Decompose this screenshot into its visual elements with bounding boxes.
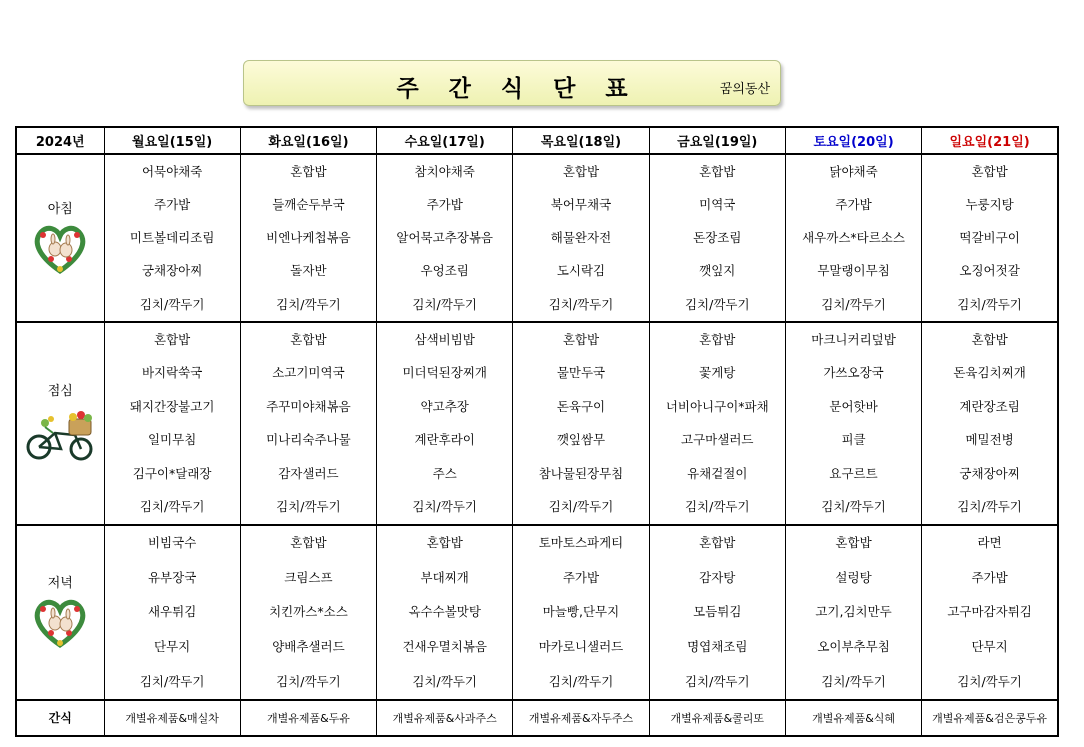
menu-item: 김치/깍두기	[821, 673, 886, 689]
snack-cell: 개별유제품&식혜	[785, 700, 921, 736]
menu-item: 치킨까스*소스	[269, 604, 348, 620]
snack-cell: 개별유제품&콜리또	[649, 700, 785, 736]
menu-item: 주가밥	[426, 196, 463, 212]
snack-cell: 개별유제품&두유	[240, 700, 376, 736]
menu-item: 오징어젓갈	[959, 263, 1020, 279]
day-header-thu: 목요일(18일)	[513, 127, 649, 154]
menu-item: 들깨순두부국	[272, 196, 345, 212]
menu-item: 알어묵고추장볶음	[396, 230, 493, 246]
menu-item: 혼합밥	[290, 163, 327, 179]
year-header: 2024년	[16, 127, 104, 154]
page-subtitle: 꿈의동산	[719, 82, 770, 97]
day-header-fri: 금요일(19일)	[649, 127, 785, 154]
menu-item: 주가밥	[154, 196, 191, 212]
menu-cell	[104, 154, 240, 322]
menu-item: 혼합밥	[290, 534, 327, 550]
day-header-sun: 일요일(21일)	[922, 127, 1058, 154]
menu-item: 라면	[977, 534, 1002, 550]
meal-label-cell	[16, 322, 104, 524]
menu-cell	[649, 154, 785, 322]
menu-item: 주가밥	[971, 569, 1008, 585]
menu-cell	[513, 154, 649, 322]
menu-item: 김치/깍두기	[821, 296, 886, 312]
menu-item: 혼합밥	[699, 534, 736, 550]
meal-row	[16, 154, 1058, 322]
menu-item: 해물완자전	[550, 230, 612, 246]
title-box	[243, 60, 781, 106]
snack-label: 간식	[16, 700, 104, 736]
menu-item: 새우튀김	[147, 604, 197, 620]
menu-cell	[922, 322, 1058, 524]
menu-item: 양배추샐러드	[272, 638, 345, 654]
menu-item: 모듬튀김	[693, 604, 742, 620]
menu-item: 혼합밥	[699, 331, 736, 347]
menu-item: 메밀전병	[965, 432, 1014, 448]
menu-item: 닭야채죽	[829, 163, 878, 179]
menu-item: 일미무침	[147, 432, 197, 448]
menu-item: 문어핫바	[829, 398, 878, 414]
meal-label-cell	[16, 525, 104, 700]
menu-item: 참치야채죽	[414, 163, 475, 179]
menu-item: 약고추장	[420, 398, 469, 414]
menu-item: 부대찌개	[420, 569, 469, 585]
menu-cell	[377, 154, 513, 322]
snack-cell: 개별유제품&자두주스	[513, 700, 649, 736]
menu-item: 고구마감자튀김	[947, 604, 1032, 620]
menu-cell	[104, 525, 240, 700]
menu-item: 깻잎지	[699, 263, 736, 279]
menu-item: 김치/깍두기	[139, 296, 205, 312]
menu-item: 도시락김	[556, 263, 606, 279]
menu-item: 고구마샐러드	[681, 432, 754, 448]
menu-item: 유채겉절이	[687, 465, 748, 481]
menu-item: 꽃게탕	[699, 365, 736, 381]
menu-item: 혼합밥	[426, 534, 463, 550]
menu-item: 김치/깍두기	[957, 673, 1022, 689]
menu-item: 주가밥	[562, 569, 600, 585]
menu-item: 김치/깍두기	[957, 296, 1022, 312]
menu-item: 김치/깍두기	[139, 498, 205, 514]
menu-item: 돌자반	[290, 263, 327, 279]
menu-item: 궁채장아찌	[959, 465, 1020, 481]
menu-item: 새우까스*타르소스	[802, 230, 905, 246]
menu-item: 크림스프	[284, 569, 333, 585]
menu-item: 돼지간장불고기	[129, 398, 215, 414]
menu-item: 설렁탕	[835, 569, 872, 585]
menu-item: 혼합밥	[562, 331, 600, 347]
menu-item: 김치/깍두기	[548, 673, 614, 689]
day-header-wed: 수요일(17일)	[377, 127, 513, 154]
snack-cell: 개별유제품&검은콩두유	[922, 700, 1058, 736]
menu-cell	[785, 322, 921, 524]
meal-label-cell	[16, 154, 104, 322]
menu-item: 누룽지탕	[965, 196, 1014, 212]
menu-item: 단무지	[154, 638, 191, 654]
menu-cell	[240, 322, 376, 524]
menu-item: 김치/깍두기	[276, 673, 341, 689]
menu-item: 돈육김치찌개	[953, 365, 1026, 381]
menu-item: 김치/깍두기	[412, 296, 477, 312]
menu-item: 돈장조림	[693, 230, 742, 246]
snack-cell: 개별유제품&사과주스	[377, 700, 513, 736]
menu-cell	[649, 525, 785, 700]
menu-item: 오이부추무침	[817, 638, 890, 654]
menu-item: 김치/깍두기	[684, 498, 750, 514]
menu-item: 감자샐러드	[278, 465, 339, 481]
meal-row	[16, 525, 1058, 700]
menu-item: 깻잎쌈무	[556, 432, 606, 448]
menu-cell	[377, 322, 513, 524]
menu-item: 미나리숙주나물	[266, 432, 351, 448]
menu-item: 김치/깍두기	[821, 498, 886, 514]
menu-item: 김치/깍두기	[684, 296, 750, 312]
menu-item: 단무지	[971, 638, 1008, 654]
menu-item: 혼합밥	[971, 163, 1008, 179]
menu-item: 마늘빵,단무지	[542, 604, 620, 620]
menu-item: 김치/깍두기	[412, 498, 477, 514]
menu-item: 비빔국수	[147, 534, 197, 550]
menu-item: 마카로니샐러드	[538, 638, 624, 654]
menu-item: 김치/깍두기	[412, 673, 477, 689]
menu-cell	[377, 525, 513, 700]
snack-cell: 개별유제품&매실차	[104, 700, 240, 736]
menu-item: 계란후라이	[414, 432, 475, 448]
menu-item: 궁채장아찌	[141, 263, 203, 279]
menu-item: 김구이*달래장	[132, 465, 212, 481]
menu-item: 김치/깍두기	[684, 673, 750, 689]
menu-item: 김치/깍두기	[548, 498, 614, 514]
menu-cell	[513, 322, 649, 524]
menu-item: 미더덕된장찌개	[402, 365, 487, 381]
page-title: 주간식단표	[396, 76, 658, 102]
menu-cell	[240, 154, 376, 322]
menu-item: 계란장조림	[959, 398, 1020, 414]
menu-item: 김치/깍두기	[139, 673, 205, 689]
menu-item: 고기,김치만두	[815, 604, 892, 620]
menu-item: 감자탕	[699, 569, 736, 585]
meal-label: 저녁	[47, 575, 73, 591]
menu-cell	[240, 525, 376, 700]
menu-item: 주가밥	[835, 196, 872, 212]
day-header-tue: 화요일(16일)	[240, 127, 376, 154]
menu-item: 건새우멸치볶음	[402, 638, 487, 654]
rabbit-wreath-icon	[17, 223, 104, 279]
menu-item: 요구르트	[829, 465, 878, 481]
header-row	[16, 127, 1058, 154]
snack-row	[16, 700, 1058, 736]
menu-item: 김치/깍두기	[957, 498, 1022, 514]
day-header-sat: 토요일(20일)	[785, 127, 921, 154]
menu-item: 비엔나케첩볶음	[266, 230, 351, 246]
menu-cell	[785, 154, 921, 322]
menu-item: 마크니커리덮밥	[811, 331, 896, 347]
menu-item: 삼색비빔밥	[414, 331, 475, 347]
menu-item: 주꾸미야채볶음	[266, 398, 351, 414]
menu-item: 혼합밥	[699, 163, 736, 179]
menu-item: 소고기미역국	[272, 365, 345, 381]
menu-item: 혼합밥	[290, 331, 327, 347]
menu-item: 미트볼데리조림	[129, 230, 215, 246]
menu-item: 옥수수볼맛탕	[408, 604, 481, 620]
flower-bicycle-icon	[17, 405, 104, 467]
menu-cell	[785, 525, 921, 700]
menu-cell	[922, 525, 1058, 700]
menu-item: 미역국	[699, 196, 736, 212]
weekly-menu-table	[15, 126, 1059, 737]
meal-row	[16, 322, 1058, 524]
menu-cell	[104, 322, 240, 524]
menu-cell	[922, 154, 1058, 322]
menu-item: 혼합밥	[562, 163, 600, 179]
menu-item: 어묵야채죽	[141, 163, 203, 179]
menu-item: 주스	[432, 465, 457, 481]
menu-item: 북어무채국	[550, 196, 612, 212]
menu-item: 참나물된장무침	[538, 465, 624, 481]
menu-item: 혼합밥	[971, 331, 1008, 347]
menu-item: 물만두국	[556, 365, 606, 381]
menu-item: 너비아니구이*파채	[665, 398, 769, 414]
rabbit-wreath-icon	[17, 597, 104, 653]
menu-item: 돈육구이	[556, 398, 606, 414]
menu-item: 김치/깍두기	[276, 296, 341, 312]
menu-item: 명엽채조림	[687, 638, 748, 654]
day-header-mon: 월요일(15일)	[104, 127, 240, 154]
menu-cell	[649, 322, 785, 524]
menu-item: 우엉조림	[420, 263, 469, 279]
menu-item: 혼합밥	[154, 331, 191, 347]
meal-label: 점심	[47, 383, 73, 399]
menu-item: 가쓰오장국	[823, 365, 884, 381]
menu-item: 피클	[841, 432, 866, 448]
menu-item: 유부장국	[147, 569, 197, 585]
menu-item: 떡갈비구이	[959, 230, 1020, 246]
menu-item: 토마토스파게티	[538, 534, 624, 550]
menu-item: 혼합밥	[835, 534, 872, 550]
menu-item: 김치/깍두기	[548, 296, 614, 312]
menu-item: 바지락쑥국	[141, 365, 203, 381]
menu-cell	[513, 525, 649, 700]
menu-item: 김치/깍두기	[276, 498, 341, 514]
meal-label: 아침	[47, 201, 73, 217]
menu-item: 무말랭이무침	[817, 263, 890, 279]
